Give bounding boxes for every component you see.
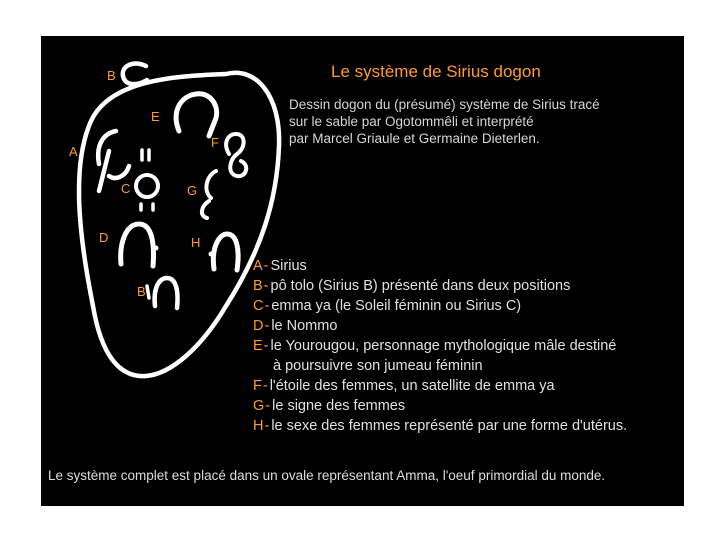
- glyph-e: [176, 94, 216, 136]
- glyph-c-head: [136, 175, 158, 197]
- legend-item-b: B- pô tolo (Sirius B) présenté dans deux positions: [253, 278, 571, 294]
- slide-title: Le système de Sirius dogon: [331, 62, 541, 81]
- label-h: H: [191, 235, 201, 250]
- description-line: sur le sable par Ogotommêli et interprété: [289, 114, 534, 129]
- glyph-d-dot: [154, 246, 159, 251]
- glyph-b-bottom: [155, 278, 178, 308]
- glyph-d: [121, 224, 154, 266]
- glyph-c-dots: [142, 150, 149, 160]
- label-e: E: [151, 109, 160, 124]
- amma-egg-oval: [79, 73, 279, 376]
- label-g: G: [187, 183, 198, 198]
- label-c: C: [121, 181, 131, 196]
- label-b-top: B: [107, 68, 116, 83]
- legend: [253, 256, 627, 436]
- glyph-c-base: [141, 204, 153, 210]
- glyph-g: [202, 171, 216, 218]
- legend-item-c: C- emma ya (le Soleil féminin ou Sirius C): [253, 298, 522, 314]
- legend-item-e-continuation: à poursuivre son jumeau féminin: [273, 358, 483, 374]
- label-f: F: [211, 135, 219, 150]
- legend-item-e: E- le Yourougou, personnage mythologique mâle destiné: [253, 338, 617, 354]
- slide-panel: [41, 36, 684, 506]
- label-b-bottom: B: [137, 284, 146, 299]
- label-d: D: [99, 230, 109, 245]
- legend-item-f: F- l'étoile des femmes, un satellite de emma ya: [253, 378, 555, 394]
- glyph-b-top: [123, 64, 147, 84]
- legend-item-h: H- le sexe des femmes représenté par une forme d'utérus.: [253, 418, 628, 434]
- label-a: A: [69, 144, 78, 159]
- footer-caption: Le système complet est placé dans un ovale représentant Amma, l'oeuf primordial du monde.: [48, 468, 606, 483]
- glyph-b-bottom-tick: [147, 286, 149, 298]
- glyph-f: [226, 134, 246, 176]
- legend-item-g: G- le signe des femmes: [253, 398, 406, 414]
- description-line: Dessin dogon du (présumé) système de Sirius tracé: [289, 97, 600, 112]
- glyph-h: [213, 234, 238, 270]
- description: [289, 96, 600, 147]
- legend-item-a: A- Sirius: [253, 258, 307, 274]
- description-line: par Marcel Griaule et Germaine Dieterlen.: [289, 131, 540, 146]
- legend-item-d: D- le Nommo: [253, 318, 338, 334]
- glyph-h-dot: [209, 252, 214, 257]
